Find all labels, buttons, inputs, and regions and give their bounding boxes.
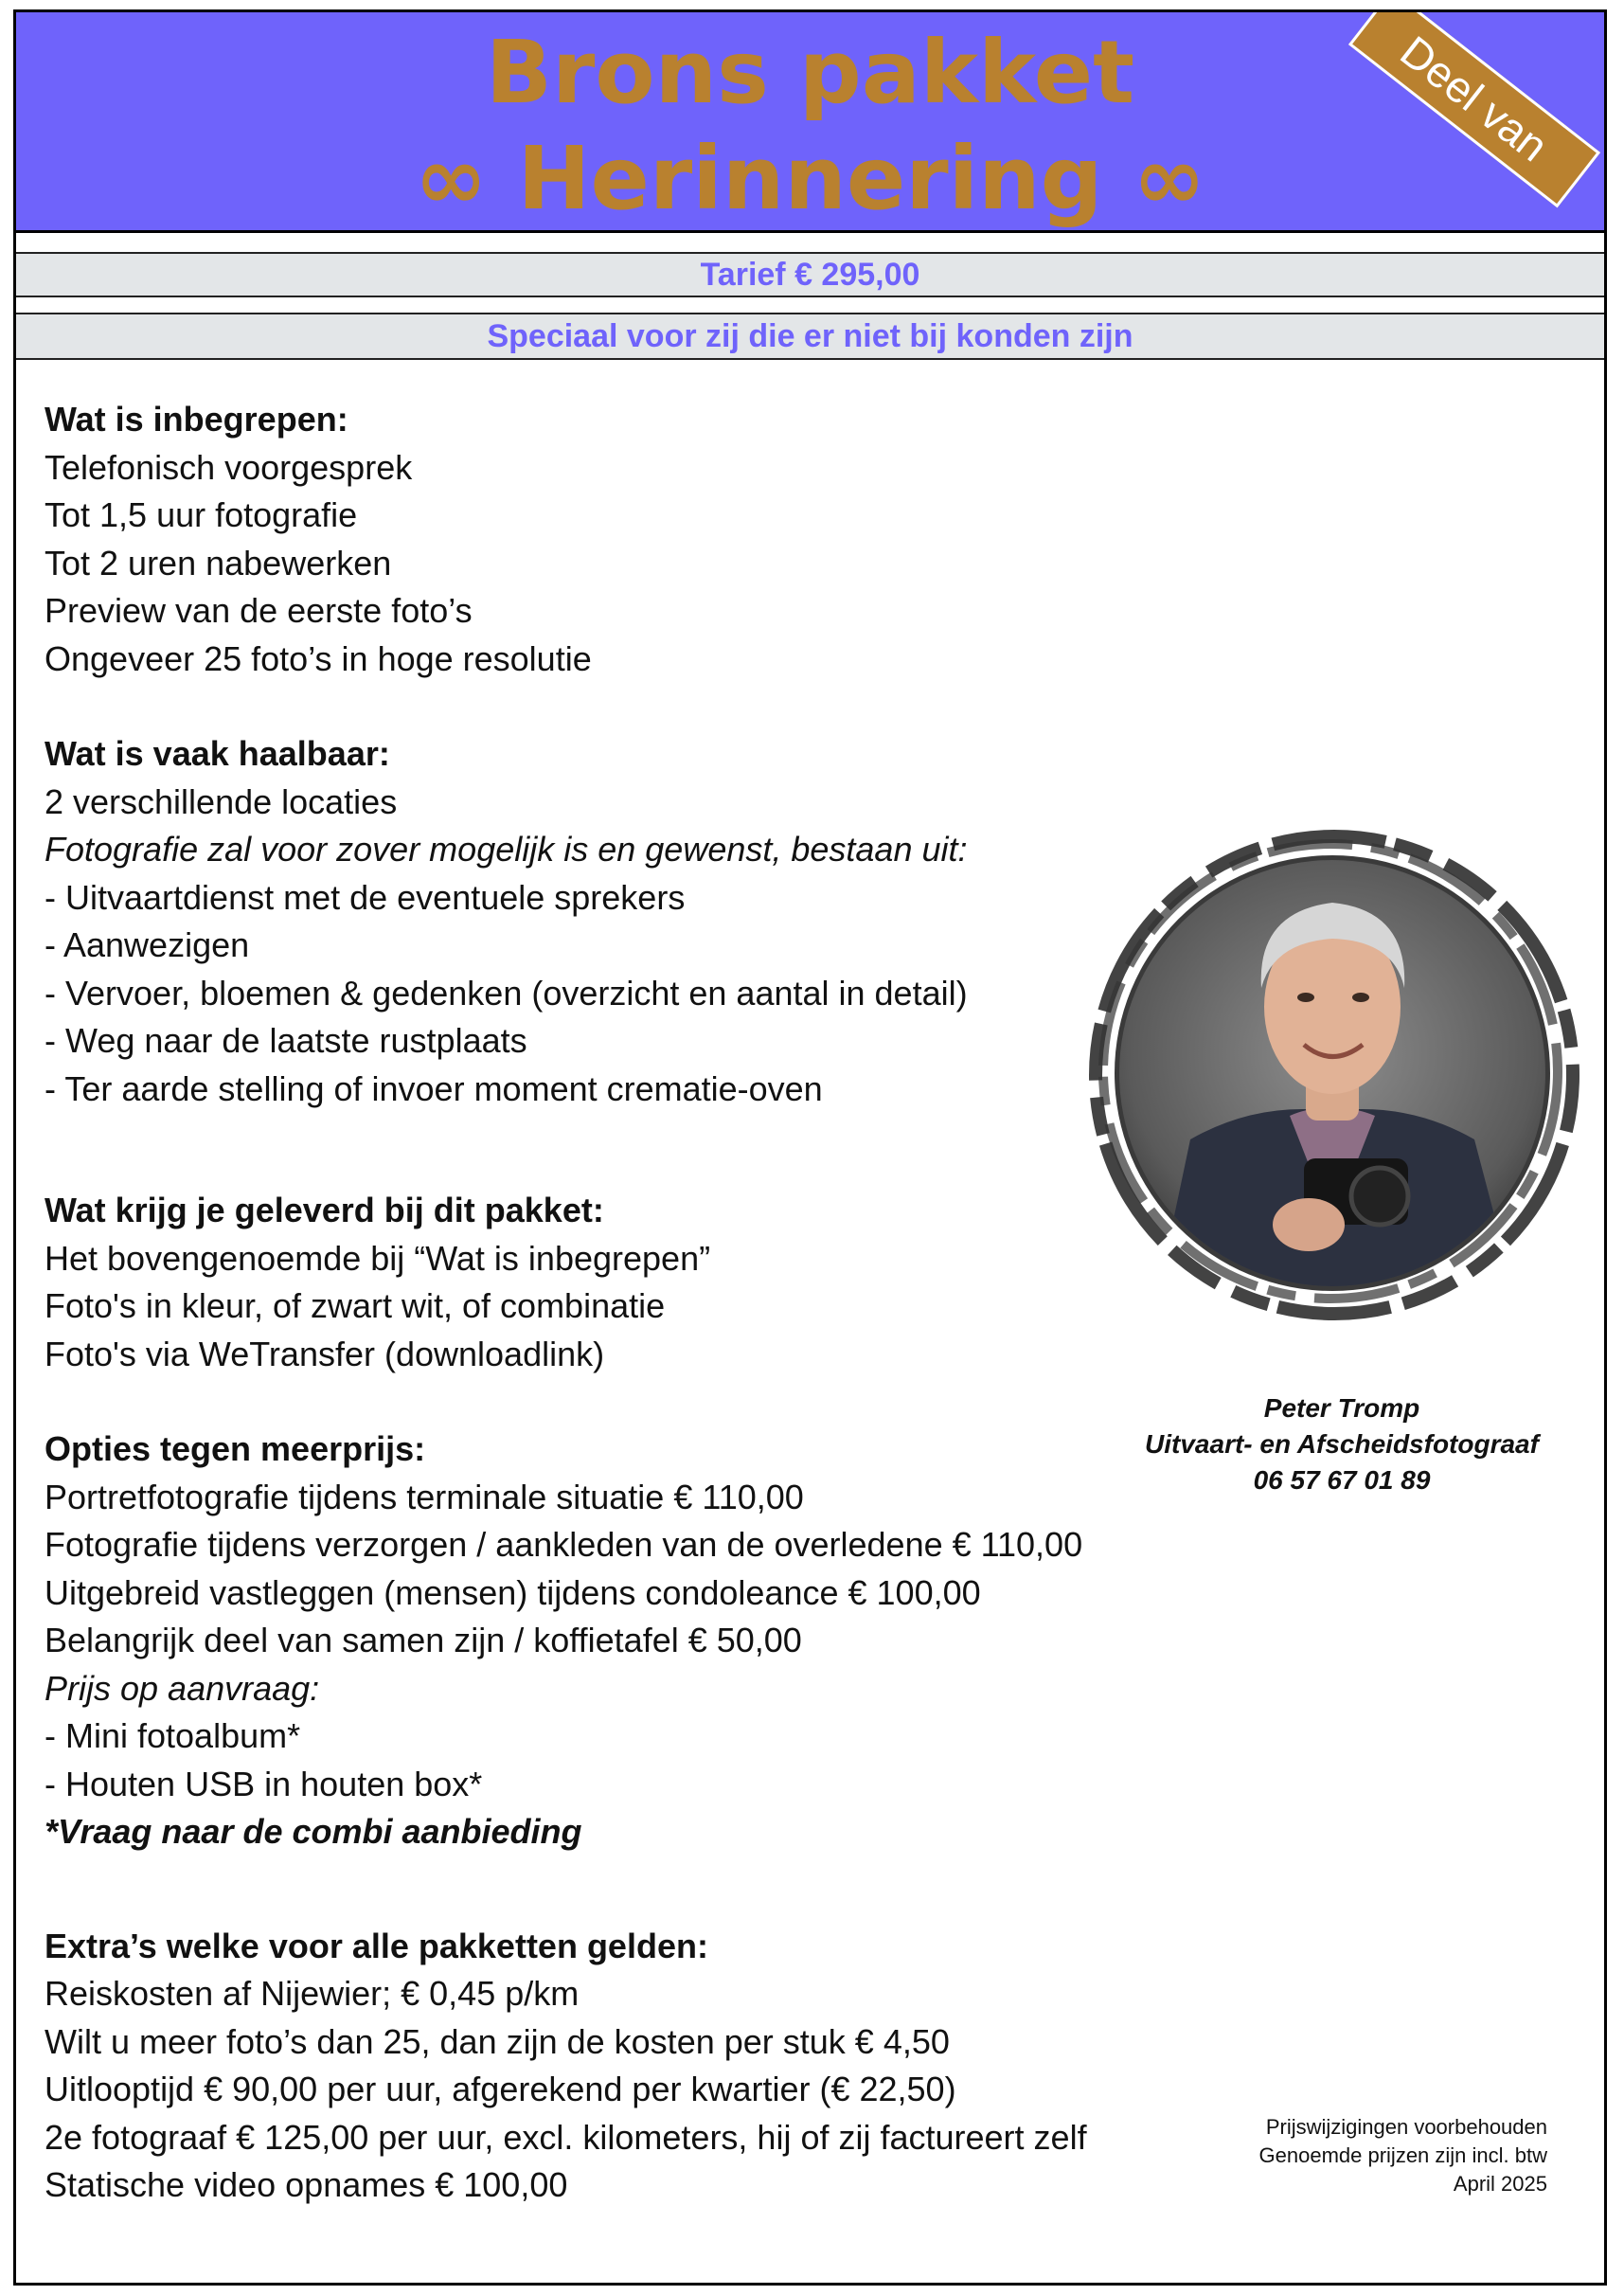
included-section — [45, 396, 1181, 683]
section-heading: Wat krijg je geleverd bij dit pakket: — [45, 1191, 604, 1229]
list-item: Foto's via WeTransfer (downloadlink) — [45, 1334, 605, 1373]
options-section — [45, 1425, 1181, 1856]
footer-line: Genoemde prijzen zijn incl. btw — [1258, 2143, 1547, 2167]
list-item: 2 verschillende locaties — [45, 781, 398, 821]
list-item: Fotografie tijdens verzorgen / aankleden van de overledene € 110,00 — [45, 1525, 1083, 1564]
list-item: - Houten USB in houten box* — [45, 1764, 483, 1803]
delivered-section — [45, 1187, 1181, 1378]
list-item: - Uitvaartdienst met de eventuele sprekers — [45, 877, 686, 917]
tariff-bar: Tarief € 295,00 — [16, 252, 1604, 297]
contact-block — [1105, 1390, 1579, 1498]
list-item: Belangrijk deel van samen zijn / koffietafel € 50,00 — [45, 1621, 802, 1659]
photographer-portrait — [1067, 827, 1597, 1329]
section-intro: Fotografie zal voor zover mogelijk is en gewenst, bestaan uit: — [45, 830, 968, 869]
price-sheet-page — [13, 9, 1607, 2286]
list-item: - Aanwezigen — [45, 925, 250, 964]
list-item: Het bovengenoemde bij “Wat is inbegrepen” — [45, 1238, 711, 1278]
list-item: Preview van de eerste foto’s — [45, 591, 473, 630]
list-item: Wilt u meer foto’s dan 25, dan zijn de kosten per stuk € 4,50 — [45, 2021, 950, 2061]
corner-ribbon: Deel van — [1348, 12, 1600, 207]
list-item: Foto's in kleur, of zwart wit, of combinatie — [45, 1286, 666, 1325]
contact-phone: 06 57 67 01 89 — [1253, 1465, 1431, 1495]
list-item: Ongeveer 25 foto’s in hoge resolutie — [45, 638, 592, 678]
footer-line: Prijswijzigingen voorbehouden — [1265, 2115, 1547, 2139]
list-item: - Vervoer, bloemen & gedenken (overzicht en aantal in detail) — [45, 973, 968, 1013]
section-heading: Wat is vaak haalbaar: — [45, 734, 390, 773]
list-item: Tot 1,5 uur fotografie — [45, 495, 358, 534]
list-item: 2e fotograaf € 125,00 per uur, excl. kilometers, hij of zij factureert zelf — [45, 2117, 1087, 2157]
section-heading: Wat is inbegrepen: — [45, 400, 348, 439]
package-title: Brons pakket — [485, 22, 1135, 123]
list-item: Statische video opnames € 100,00 — [45, 2165, 568, 2204]
list-item: - Weg naar de laatste rustplaats — [45, 1021, 527, 1060]
package-subtitle: ∞ Herinnering ∞ — [414, 128, 1206, 229]
list-item: Uitgebreid vastleggen (mensen) tijdens condoleance € 100,00 — [45, 1572, 981, 1612]
list-item: - Mini fotoalbum* — [45, 1716, 301, 1755]
achievable-section — [45, 730, 1181, 1113]
list-item: Uitlooptijd € 90,00 per uur, afgerekend per kwartier (€ 22,50) — [45, 2070, 956, 2108]
content-body — [45, 396, 1181, 2257]
combi-offer-note: *Vraag naar de combi aanbieding — [45, 1812, 582, 1851]
header-banner — [16, 12, 1604, 233]
list-item: Tot 2 uren nabewerken — [45, 543, 392, 583]
section-heading: Extra’s welke voor alle pakketten gelden: — [45, 1926, 708, 1965]
footer-note — [1259, 2113, 1547, 2198]
list-item: Telefonisch voorgesprek — [45, 447, 413, 487]
list-item: - Ter aarde stelling of invoer moment crematie-oven — [45, 1068, 823, 1108]
footer-line: April 2025 — [1453, 2172, 1547, 2196]
list-item: Reiskosten af Nijewier; € 0,45 p/km — [45, 1974, 580, 2013]
contact-role: Uitvaart- en Afscheidsfotograaf — [1145, 1429, 1539, 1459]
portrait-image — [1067, 827, 1597, 1329]
on-request-label: Prijs op aanvraag: — [45, 1668, 320, 1708]
contact-name: Peter Tromp — [1263, 1393, 1420, 1423]
section-heading: Opties tegen meerprijs: — [45, 1429, 426, 1468]
list-item: Portretfotografie tijdens terminale situatie € 110,00 — [45, 1477, 804, 1516]
extras-section — [45, 1923, 1181, 2210]
special-bar: Speciaal voor zij die er niet bij konden zijn — [16, 313, 1604, 360]
